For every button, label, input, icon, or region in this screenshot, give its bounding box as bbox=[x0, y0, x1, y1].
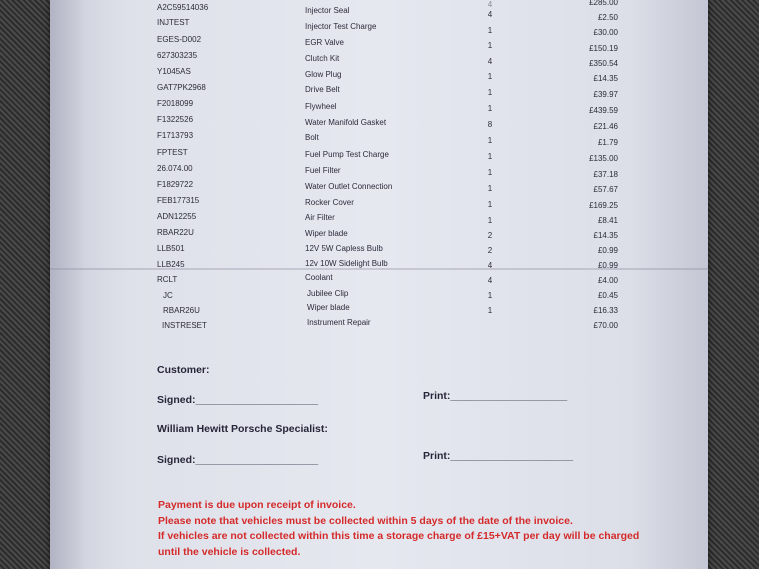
part-code: Y1045AS bbox=[157, 67, 191, 76]
part-qty: 1 bbox=[487, 41, 493, 50]
part-code: RBAR22U bbox=[157, 228, 194, 237]
part-description: Glow Plug bbox=[305, 70, 342, 79]
part-price: £1.79 bbox=[597, 138, 618, 147]
part-price: £2.50 bbox=[597, 13, 618, 22]
part-price: £350.54 bbox=[589, 59, 618, 68]
part-price: £0.45 bbox=[597, 291, 618, 300]
part-price: £37.18 bbox=[593, 170, 618, 179]
part-price: £39.97 bbox=[593, 90, 618, 99]
part-description: Bolt bbox=[305, 133, 319, 142]
part-code: 26.074.00 bbox=[157, 164, 193, 173]
part-code: EGES-D002 bbox=[157, 35, 202, 44]
payment-notice bbox=[158, 498, 678, 560]
part-description: Coolant bbox=[305, 273, 333, 282]
part-price: £0.99 bbox=[597, 246, 618, 255]
part-code: A2C59514036 bbox=[157, 3, 209, 12]
part-price: £8.41 bbox=[597, 216, 618, 225]
part-qty: 1 bbox=[487, 200, 493, 209]
part-code: FEB177315 bbox=[157, 196, 200, 205]
customer-print-line: Print:____________________ bbox=[423, 390, 568, 402]
part-code: INSTRESET bbox=[162, 321, 207, 330]
part-price: £169.25 bbox=[589, 201, 618, 210]
part-qty: 1 bbox=[487, 72, 493, 81]
notice-line: If vehicles are not collected within this time a storage charge of £15+VAT per day will be charged bbox=[158, 530, 640, 542]
part-description: Air Filter bbox=[305, 213, 335, 222]
table-row bbox=[0, 0, 759, 17]
part-qty: 1 bbox=[487, 291, 493, 300]
notice-line: Please note that vehicles must be collected within 5 days of the date of the invoice. bbox=[158, 514, 573, 527]
part-code: RBAR26U bbox=[163, 306, 200, 315]
part-price: £135.00 bbox=[589, 154, 618, 163]
part-qty: 4 bbox=[487, 57, 493, 66]
part-price: £21.46 bbox=[593, 122, 618, 131]
part-description: Rocker Cover bbox=[305, 198, 354, 207]
part-qty: 1 bbox=[487, 104, 493, 113]
part-price: £57.67 bbox=[593, 185, 618, 194]
part-price: £4.00 bbox=[597, 276, 618, 285]
part-description: Injector Seal bbox=[305, 6, 350, 15]
part-description: 12V 5W Capless Bulb bbox=[305, 244, 383, 253]
part-qty: 1 bbox=[487, 88, 493, 97]
part-qty: 2 bbox=[487, 231, 493, 240]
part-price: £30.00 bbox=[593, 28, 618, 37]
part-qty: 1 bbox=[487, 152, 493, 161]
part-description: Water Manifold Gasket bbox=[305, 118, 387, 127]
part-price: £439.59 bbox=[589, 106, 618, 115]
part-code: F1322526 bbox=[157, 115, 194, 124]
part-price: £70.00 bbox=[593, 321, 618, 330]
part-description: 12v 10W Sidelight Bulb bbox=[305, 259, 388, 268]
part-qty: 4 bbox=[487, 0, 493, 9]
part-qty: 1 bbox=[487, 184, 493, 193]
part-qty: 1 bbox=[487, 168, 493, 177]
part-code: ADN12255 bbox=[157, 212, 197, 221]
customer-heading: Customer: bbox=[157, 364, 210, 376]
part-description: Injector Test Charge bbox=[305, 22, 377, 31]
part-qty: 4 bbox=[487, 10, 493, 19]
part-description: Fuel Filter bbox=[305, 166, 341, 175]
part-code: LLB501 bbox=[157, 244, 185, 253]
part-qty: 1 bbox=[487, 136, 493, 145]
part-qty: 4 bbox=[487, 276, 493, 285]
part-price: £0.99 bbox=[597, 261, 618, 270]
specialist-print-line: Print:_____________________ bbox=[423, 450, 574, 462]
part-description: Water Outlet Connection bbox=[305, 182, 393, 191]
customer-signed-line: Signed:_____________________ bbox=[157, 394, 319, 406]
part-description: Clutch Kit bbox=[305, 54, 340, 63]
part-code: F2018099 bbox=[157, 99, 194, 108]
part-description: Instrument Repair bbox=[307, 318, 371, 327]
part-code: FPTEST bbox=[157, 148, 188, 157]
part-description: Fuel Pump Test Charge bbox=[305, 150, 389, 159]
part-code: GAT7PK2968 bbox=[157, 83, 206, 92]
notice-line: Payment is due upon receipt of invoice. bbox=[158, 499, 356, 511]
part-price: £285.00 bbox=[589, 0, 618, 7]
part-description: Wiper blade bbox=[307, 303, 350, 312]
part-code: RCLT bbox=[157, 275, 178, 284]
part-code: F1713793 bbox=[157, 131, 194, 140]
part-description: Flywheel bbox=[305, 102, 337, 111]
part-code: LLB245 bbox=[157, 260, 185, 269]
specialist-signed-line: Signed:_____________________ bbox=[157, 454, 319, 466]
specialist-heading: William Hewitt Porsche Specialist: bbox=[157, 423, 328, 435]
part-qty: 1 bbox=[487, 216, 493, 225]
part-price: £150.19 bbox=[589, 44, 618, 53]
notice-line: until the vehicle is collected. bbox=[158, 545, 301, 558]
part-price: £14.35 bbox=[593, 74, 618, 83]
part-qty: 8 bbox=[487, 120, 493, 129]
part-description: Wiper blade bbox=[305, 229, 348, 238]
part-description: EGR Valve bbox=[305, 38, 344, 47]
part-price: £16.33 bbox=[593, 306, 618, 315]
part-price: £14.35 bbox=[593, 231, 618, 240]
part-qty: 4 bbox=[487, 261, 493, 270]
part-qty: 1 bbox=[487, 306, 493, 315]
part-qty: 2 bbox=[487, 246, 493, 255]
part-code: 627303235 bbox=[157, 51, 198, 60]
part-description: Jubilee Clip bbox=[307, 289, 349, 298]
part-code: JC bbox=[163, 291, 173, 300]
part-code: F1829722 bbox=[157, 180, 194, 189]
part-description: Drive Belt bbox=[305, 85, 340, 94]
part-code: INJTEST bbox=[157, 18, 190, 27]
part-qty: 1 bbox=[487, 26, 493, 35]
